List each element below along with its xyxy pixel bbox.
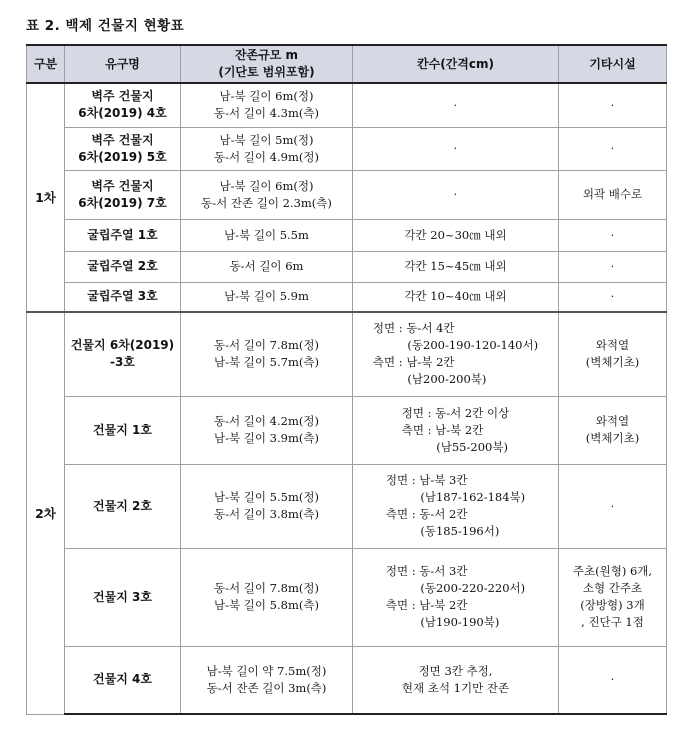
etc-cell: · (559, 251, 667, 282)
site-name-cell: 건물지 4호 (65, 646, 181, 714)
site-name-cell: 건물지 1호 (65, 396, 181, 464)
header-row (27, 45, 667, 83)
etc-cell: · (559, 219, 667, 251)
group-cell: 1차 (27, 83, 65, 312)
etc-cell: 외곽 배수로 (559, 170, 667, 219)
group-cell: 2차 (27, 312, 65, 714)
scale-cell: 남-북 길이 5m(정) 동-서 길이 4.9m(정) (181, 127, 353, 170)
rooms-block: 정면 : 동-서 4칸 (동200-190-120-140서) 측면 : 남-북 2칸 (남200-200북) (372, 321, 539, 387)
table-row (27, 251, 667, 282)
rooms-cell (353, 396, 559, 464)
rooms-block: 정면 : 동-서 2칸 이상 측면 : 남-북 2칸 (남55-200북) (401, 405, 510, 454)
table-row (27, 312, 667, 396)
header-rooms: 칸수(간격cm) (353, 45, 559, 83)
rooms-block: 정면 : 남-북 3칸 (남187-162-184북) 측면 : 동-서 2칸 (동185-196서) (385, 473, 526, 538)
scale-cell: 동-서 길이 6m (181, 251, 353, 282)
header-scale-line1: 잔존규모 m (234, 48, 299, 62)
etc-cell: · (559, 83, 667, 127)
scale-cell: 남-북 길이 5.5m(정) 동-서 길이 3.8m(측) (181, 464, 353, 548)
table-row (27, 282, 667, 312)
scale-cell: 동-서 길이 7.8m(정) 남-북 길이 5.7m(측) (181, 312, 353, 396)
table-row (27, 127, 667, 170)
site-name-cell: 건물지 2호 (65, 464, 181, 548)
site-name-cell: 굴립주열 1호 (65, 219, 181, 251)
header-etc: 기타시설 (559, 45, 667, 83)
scale-cell: 남-북 길이 6m(정) 동-서 잔존 길이 2.3m(측) (181, 170, 353, 219)
scale-cell: 남-북 길이 5.5m (181, 219, 353, 251)
site-name-cell: 굴립주열 2호 (65, 251, 181, 282)
header-scale (181, 45, 353, 83)
rooms-cell: 각칸 15~45㎝ 내외 (353, 251, 559, 282)
header-group: 구분 (27, 45, 65, 83)
scale-cell: 남-북 길이 5.9m (181, 282, 353, 312)
building-sites-table (26, 44, 667, 715)
rooms-cell: · (353, 83, 559, 127)
site-name-cell: 벽주 건물지 6차(2019) 5호 (65, 127, 181, 170)
etc-cell: · (559, 464, 667, 548)
table-row (27, 396, 667, 464)
scale-cell: 남-북 길이 약 7.5m(정) 동-서 잔존 길이 3m(측) (181, 646, 353, 714)
site-name-cell: 건물지 3호 (65, 548, 181, 646)
table-caption: 표 2. 백제 건물지 현황표 (26, 18, 185, 34)
table-row (27, 646, 667, 714)
etc-cell: 와적열 (벽체기초) (559, 396, 667, 464)
scale-cell: 동-서 길이 7.8m(정) 남-북 길이 5.8m(측) (181, 548, 353, 646)
site-name-cell: 벽주 건물지 6차(2019) 7호 (65, 170, 181, 219)
site-name-cell: 굴립주열 3호 (65, 282, 181, 312)
rooms-cell: 각칸 20~30㎝ 내외 (353, 219, 559, 251)
site-name-cell: 벽주 건물지 6차(2019) 4호 (65, 83, 181, 127)
etc-cell: 와적열 (벽체기초) (559, 312, 667, 396)
site-name-cell: 건물지 6차(2019) -3호 (65, 312, 181, 396)
etc-cell: · (559, 646, 667, 714)
rooms-cell (353, 312, 559, 396)
etc-cell: 주초(원형) 6개, 소형 간주초 (장방형) 3개 , 진단구 1점 (559, 548, 667, 646)
rooms-cell: 각칸 10~40㎝ 내외 (353, 282, 559, 312)
table-row (27, 83, 667, 127)
etc-cell: · (559, 127, 667, 170)
header-name: 유구명 (65, 45, 181, 83)
rooms-cell: 정면 3칸 추정, 현재 초석 1기만 잔존 (353, 646, 559, 714)
rooms-cell (353, 548, 559, 646)
header-scale-line2: (기단토 범위포함) (218, 65, 315, 79)
table-row (27, 548, 667, 646)
rooms-cell (353, 464, 559, 548)
table-row (27, 170, 667, 219)
scale-cell: 남-북 길이 6m(정) 동-서 길이 4.3m(측) (181, 83, 353, 127)
etc-cell: · (559, 282, 667, 312)
table-row (27, 219, 667, 251)
rooms-cell: · (353, 127, 559, 170)
rooms-block: 정면 : 동-서 3칸 (동200-220-220서) 측면 : 남-북 2칸 (남190-190북) (385, 564, 526, 629)
rooms-cell: · (353, 170, 559, 219)
scale-cell: 동-서 길이 4.2m(정) 남-북 길이 3.9m(측) (181, 396, 353, 464)
table-row (27, 464, 667, 548)
